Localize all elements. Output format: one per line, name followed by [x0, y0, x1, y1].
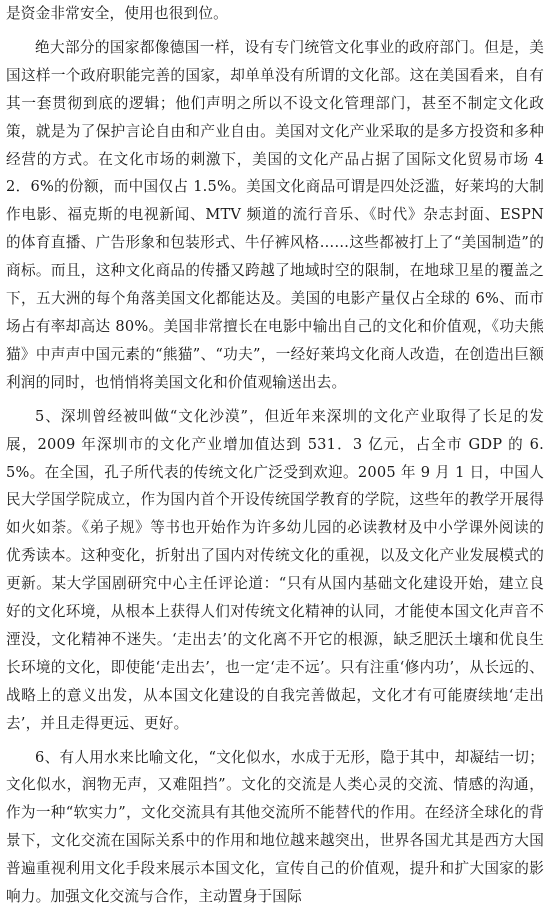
paragraph-us-culture: 绝大部分的国家都像德国一样，设有专门统管文化事业的政府部门。但是，美国这样一个政府职能完善的国家，却单单没有所谓的文化部。这在美国看来，自有其一套贯彻到底的逻辑；他们声明之所以不设文化管理部门，甚至不制定文化政策，就是为了保护言论自由和产业自由。美国对文化产业采取的是多方投资和多种经营的方式。在文化市场的刺激下，美国的文化产品占据了国际文化贸易市场 42．6%的份额，而中国仅占 1.5%。美国文化商品可谓是四处泛滥，好莱坞的大制作电影、福克斯的电视新闻、MTV 频道的流行音乐、《时代》杂志封面、ESPN 的体育直播、广告形象和包装形式、牛仔裤风格……这些都被打上了“美国制造”的商标。而且，这种文化商品的传播又跨越了地域时空的限制，在地球卫星的覆盖之下，五大洲的每个角落美国文化都能达及。美国的电影产量仅占全球的 6%、而市场占有率却高达 80%。美国非常擅长在电影中输出自己的文化和价值观，《功夫熊猫》中声声中国元素的“熊猫”、“功夫”，一经好莱坞文化商人改造，在创造出巨额利润的同时，也悄悄将美国文化和价值观输送出去。: [6, 38, 544, 391]
paragraph-intro-fragment: 是资金非常安全，使用也很到位。: [6, 5, 228, 22]
paragraph-shenzhen-culture: 5、深圳曾经被叫做“文化沙漠”，但近年来深圳的文化产业取得了长足的发展，2009 年深圳市的文化产业增加值达到 531．3 亿元，占全市 GDP 的 6.5%。在全国，孔子所代表的传统文化广泛受到欢迎。2005 年 9 月 1 日，中国人民大学国学院成立，作为国内首个开设传统国学教育的学院，这些年的教学开展得如火如荼。《弟子规》等书也开始作为许多幼儿园的必读教材及中小学课外阅读的优秀读本。这种变化，折射出了国内对传统文化的重视，以及文化产业发展模式的更新。某大学国剧研究中心主任评论道：“只有从国内基础文化建设开始，建立良好的文化环境，从根本上获得人们对传统文化精神的认同，才能使本国文化声音不湮没，文化精神不迷失。‘走出去’的文化离不开它的根源，缺乏肥沃土壤和优良生长环境的文化，即使能‘走出去’，也一定‘走不远’。只有注重‘修内功’，从长远的、战略上的意义出发，从本国文化建设的自我完善做起，文化才有可能赓续地‘走出去’，并且走得更远、更好。: [6, 407, 544, 732]
paragraph-culture-exchange: 6、有人用水来比喻文化，“文化似水，水成于无形，隐于其中，却凝结一切；文化似水，润物无声，又难阻挡”。文化的交流是人类心灵的交流、情感的沟通，作为一种“软实力”，文化交流具有其他交流所不能替代的作用。在经济全球化的背景下，文化交流在国际关系中的作用和地位越来越突出，世界各国尤其是西方大国普遍重视利用文化手段来展示本国文化，宣传自己的价值观，提升和扩大国家的影响力。加强文化交流与合作，主动置身于国际: [6, 748, 544, 906]
